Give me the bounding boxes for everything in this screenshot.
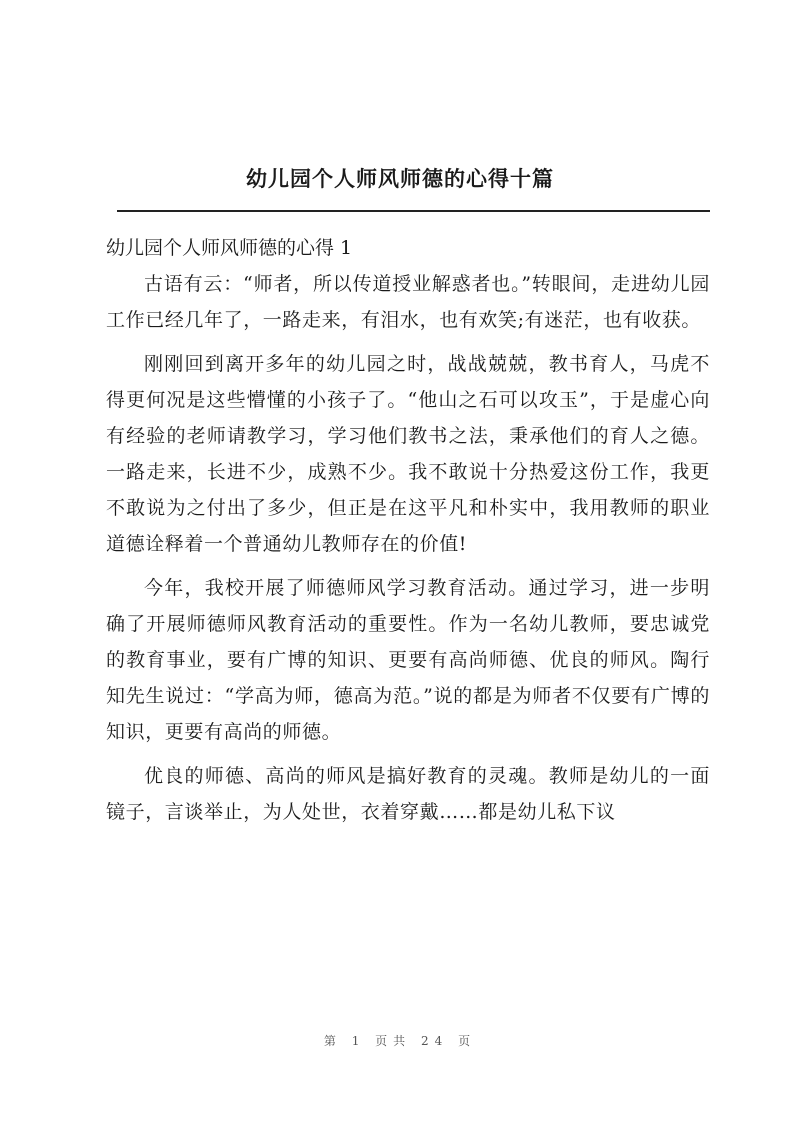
page-title: 幼儿园个人师风师德的心得十篇 — [246, 166, 554, 191]
page-number: 第 1 页共 24 页 — [323, 1034, 477, 1048]
document-body — [106, 230, 710, 838]
paragraph: 今年，我校开展了师德师风学习教育活动。通过学习，进一步明确了开展师德师风教育活动的重要性。作为一名幼儿教师，要忠诚党的教育事业，要有广博的知识、更要有高尚师德、优良的师风。陶行知先生说过：“学高为师，德高为范。”说的都是为师者不仅要有广博的知识，更要有高尚的师德。 — [106, 577, 710, 743]
title-divider — [117, 210, 710, 212]
paragraph: 优良的师德、高尚的师风是搞好教育的灵魂。教师是幼儿的一面镜子，言谈举止，为人处世，衣着穿戴……都是幼儿私下议 — [106, 765, 710, 823]
paragraph: 古语有云：“师者，所以传道授业解惑者也。”转眼间，走进幼儿园工作已经几年了，一路走来，有泪水，也有欢笑;有迷茫，也有收获。 — [106, 273, 710, 331]
paragraph: 刚刚回到离开多年的幼儿园之时，战战兢兢，教书育人，马虎不得更何况是这些懵懂的小孩子了。“他山之石可以攻玉”，于是虚心向有经验的老师请教学习，学习他们教书之法，秉承他们的育人之德。一路走来，长进不少，成熟不少。我不敢说十分热爱这份工作，我更不敢说为之付出了多少，但正是在这平凡和朴实中，我用教师的职业道德诠释着一个普通幼儿教师存在的价值! — [106, 353, 710, 555]
section-heading: 幼儿园个人师风师德的心得 1 — [106, 237, 353, 259]
